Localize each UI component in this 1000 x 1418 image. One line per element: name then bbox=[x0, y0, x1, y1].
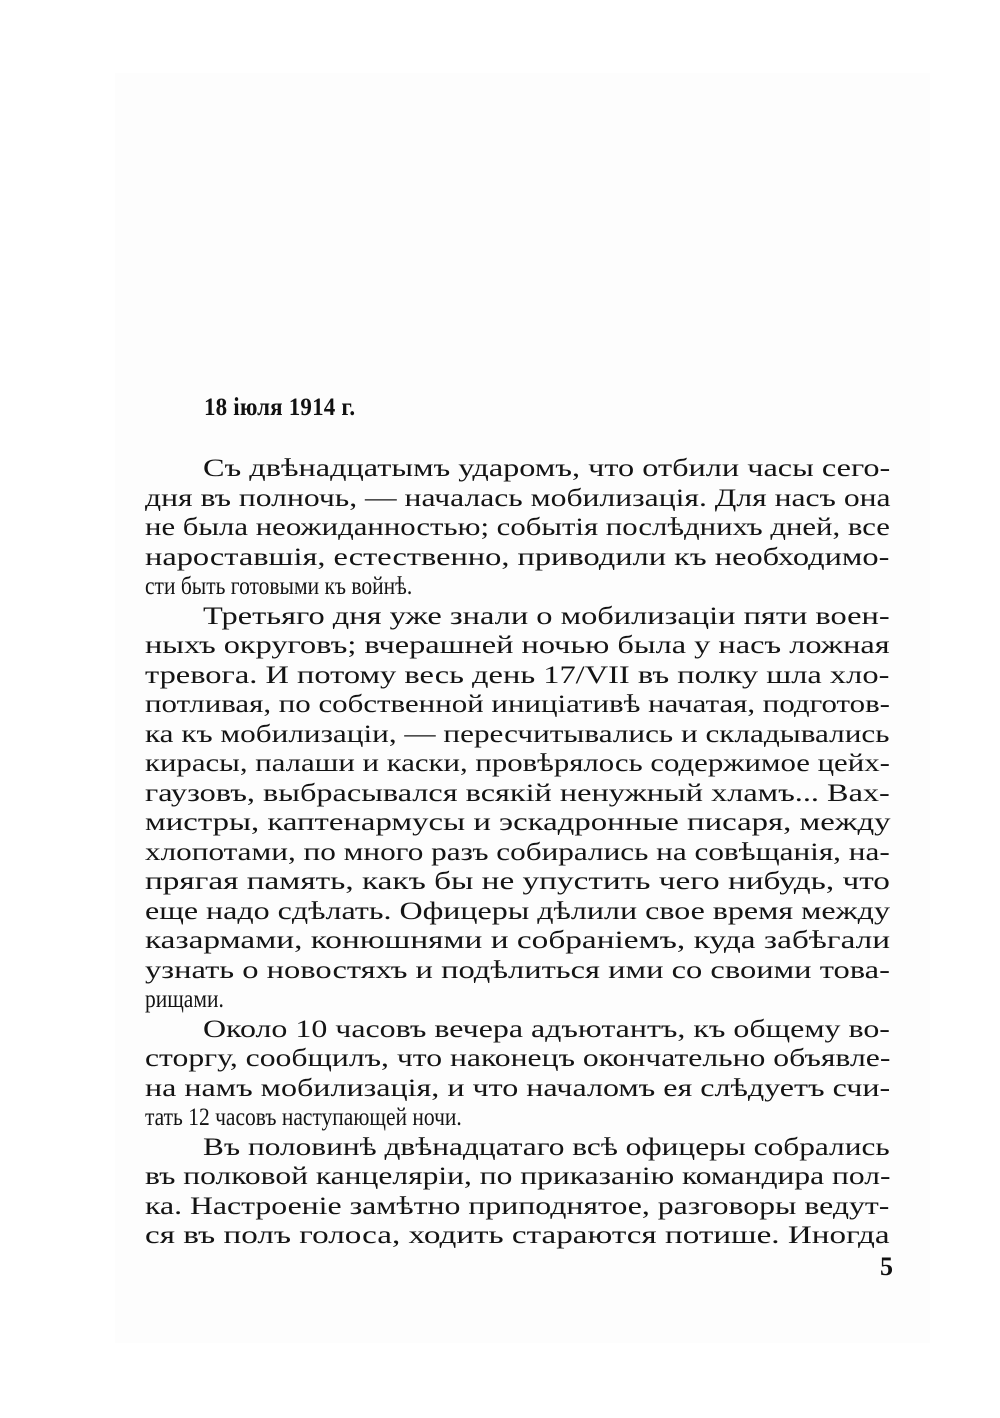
text-line: гаузовъ, выбрасывался всякій ненужный хламъ... Вах- bbox=[145, 779, 890, 807]
text-line: ся въ полъ голоса, ходить стараются потише. Иногда bbox=[145, 1222, 890, 1249]
text-line: сторгу, сообщилъ, что наконецъ окончательно объявле- bbox=[145, 1045, 891, 1072]
text-line: Около 10 часовъ вечера адъютантъ, къ общему во- bbox=[203, 1015, 890, 1043]
text-line: Съ двѣнадцатымъ ударомъ, что отбили часы сего- bbox=[203, 455, 891, 482]
text-line: тать 12 часовъ наступающей ночи. bbox=[145, 1104, 462, 1131]
text-line: мистры, каптенармусы и эскадронные писаря, между bbox=[145, 809, 891, 836]
text-line: Третьяго дня уже знали о мобилизаціи пяти воен- bbox=[203, 602, 890, 630]
text-line: дня въ полночь, — началась мобилизація. Для насъ она bbox=[145, 484, 891, 512]
text-line: казармами, конюшнями и собраніемъ, куда забѣгали bbox=[145, 927, 891, 954]
text-line: не была неожиданностью; событія послѣднихъ дней, все bbox=[145, 514, 890, 541]
text-line: прягая память, какъ бы не упустить чего нибудь, что bbox=[145, 868, 890, 895]
text-line: ка къ мобилизаціи, — пересчитывались и складывались bbox=[145, 720, 890, 748]
text-line: хлопотами, по много разъ собирались на совѣщанія, на- bbox=[145, 838, 890, 866]
entry-date-heading: 18 іюля 1914 г. bbox=[204, 394, 356, 421]
text-line: кирасы, палаши и каски, провѣрялось содержимое цейх- bbox=[145, 750, 890, 777]
body-text bbox=[145, 454, 890, 1251]
text-line: рищами. bbox=[145, 986, 224, 1013]
text-line: узнать о новостяхъ и подѣлиться ими со своими това- bbox=[145, 956, 890, 984]
text-line: сти быть готовыми къ войнѣ. bbox=[145, 573, 413, 600]
text-line: въ полковой канцеляріи, по приказанію командира пол- bbox=[145, 1163, 891, 1190]
text-line: еще надо сдѣлать. Офицеры дѣлили свое время между bbox=[145, 897, 890, 925]
text-line: на намъ мобилизація, и что началомъ ея слѣдуетъ счи- bbox=[145, 1074, 891, 1102]
page-number: 5 bbox=[880, 1252, 893, 1281]
text-line: нароставшія, естественно, приводили къ необходимо- bbox=[145, 543, 890, 571]
text-line: потливая, по собственной иниціативѣ начатая, подготов- bbox=[145, 691, 890, 718]
text-line: ныхъ округовъ; вчерашней ночью была у насъ ложная bbox=[145, 632, 890, 659]
text-line: ка. Настроеніе замѣтно приподнятое, разговоры ведут- bbox=[145, 1192, 890, 1220]
text-line: Въ половинѣ двѣнадцатаго всѣ офицеры собрались bbox=[203, 1133, 890, 1161]
text-line: тревога. И потому весь день 17/VII въ полку шла хло- bbox=[145, 661, 890, 689]
